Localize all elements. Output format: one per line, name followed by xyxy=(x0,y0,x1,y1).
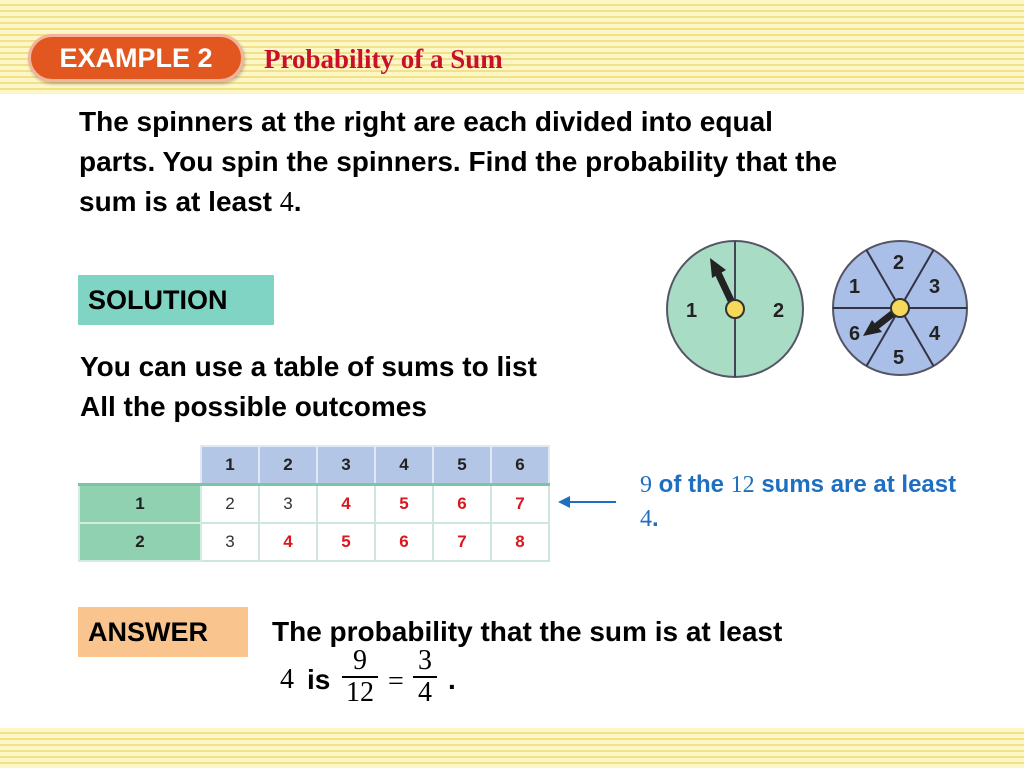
fraction-denominator: 4 xyxy=(418,677,432,708)
note-number-12: 12 xyxy=(730,472,755,498)
table-header-row xyxy=(79,446,549,485)
equals-sign: = xyxy=(388,666,404,697)
spinner-two-part xyxy=(667,241,803,377)
fraction-denominator: 12 xyxy=(346,677,374,708)
table-cell-highlight: 4 xyxy=(259,523,317,561)
column-header: 1 xyxy=(201,446,259,485)
table-row xyxy=(79,523,549,561)
column-header: 2 xyxy=(259,446,317,485)
column-header: 3 xyxy=(317,446,375,485)
table-cell: 3 xyxy=(201,523,259,561)
solution-line-1: You can use a table of sums to list xyxy=(80,351,537,382)
spinner-1-label-2: 2 xyxy=(773,300,785,322)
answer-number: 4 xyxy=(280,664,294,695)
example-badge: EXAMPLE 2 xyxy=(28,34,244,82)
spinner-2-hub xyxy=(891,299,909,317)
table-cell-highlight: 4 xyxy=(317,485,375,524)
table-cell-highlight: 8 xyxy=(491,523,549,561)
answer-line-1: The probability that the sum is at least xyxy=(272,616,783,647)
solution-text xyxy=(80,347,537,427)
spinner-2-label-6: 6 xyxy=(849,323,861,345)
note-number-4: 4 xyxy=(640,506,652,532)
problem-statement xyxy=(79,102,839,223)
bottom-stripe-band xyxy=(0,728,1024,768)
spinner-2-label-1: 1 xyxy=(849,276,861,298)
note-text-1: of the xyxy=(652,471,731,498)
table-cell: 3 xyxy=(259,485,317,524)
fraction-numerator: 3 xyxy=(413,646,437,678)
spinner-2-label-4: 4 xyxy=(929,323,941,345)
spinner-six-part xyxy=(833,241,967,375)
fraction-3-4 xyxy=(413,646,437,708)
table-cell-highlight: 7 xyxy=(491,485,549,524)
problem-period: . xyxy=(293,186,302,217)
example-title: Probability of a Sum xyxy=(264,44,503,74)
note-number-9: 9 xyxy=(640,472,652,498)
spinner-2-label-5: 5 xyxy=(893,347,905,369)
table-row xyxy=(79,485,549,524)
table-corner xyxy=(79,446,201,485)
row-header: 2 xyxy=(79,523,201,561)
spinner-2-label-2: 2 xyxy=(893,252,905,274)
table-cell-highlight: 5 xyxy=(317,523,375,561)
note-text-2: sums are at least xyxy=(754,471,957,498)
answer-label: ANSWER xyxy=(78,607,248,657)
table-cell-highlight: 6 xyxy=(433,485,491,524)
spinner-1-hub xyxy=(726,300,744,318)
answer-period: . xyxy=(448,664,456,695)
spinner-2-label-3: 3 xyxy=(929,276,941,298)
row-header: 1 xyxy=(79,485,201,524)
left-arrow-icon xyxy=(558,494,618,510)
fraction-9-12 xyxy=(342,646,378,708)
table-cell-highlight: 6 xyxy=(375,523,433,561)
problem-text: The spinners at the right are each divided into equal parts. You spin the spinners. Find the probability that the sum is at least xyxy=(79,106,838,217)
solution-label: SOLUTION xyxy=(78,275,274,325)
sums-table xyxy=(78,445,550,562)
note-period: . xyxy=(652,505,659,532)
solution-line-2: All the possible outcomes xyxy=(80,391,427,422)
table-cell-highlight: 5 xyxy=(375,485,433,524)
spinner-1-label-1: 1 xyxy=(686,300,698,322)
table-cell-highlight: 7 xyxy=(433,523,491,561)
column-header: 6 xyxy=(491,446,549,485)
column-header: 5 xyxy=(433,446,491,485)
sums-note xyxy=(640,468,970,536)
column-header: 4 xyxy=(375,446,433,485)
spinners-illustration xyxy=(660,236,980,386)
fraction-numerator: 9 xyxy=(342,646,378,678)
answer-is: is xyxy=(307,664,331,695)
problem-number: 4 xyxy=(279,187,294,218)
table-cell: 2 xyxy=(201,485,259,524)
